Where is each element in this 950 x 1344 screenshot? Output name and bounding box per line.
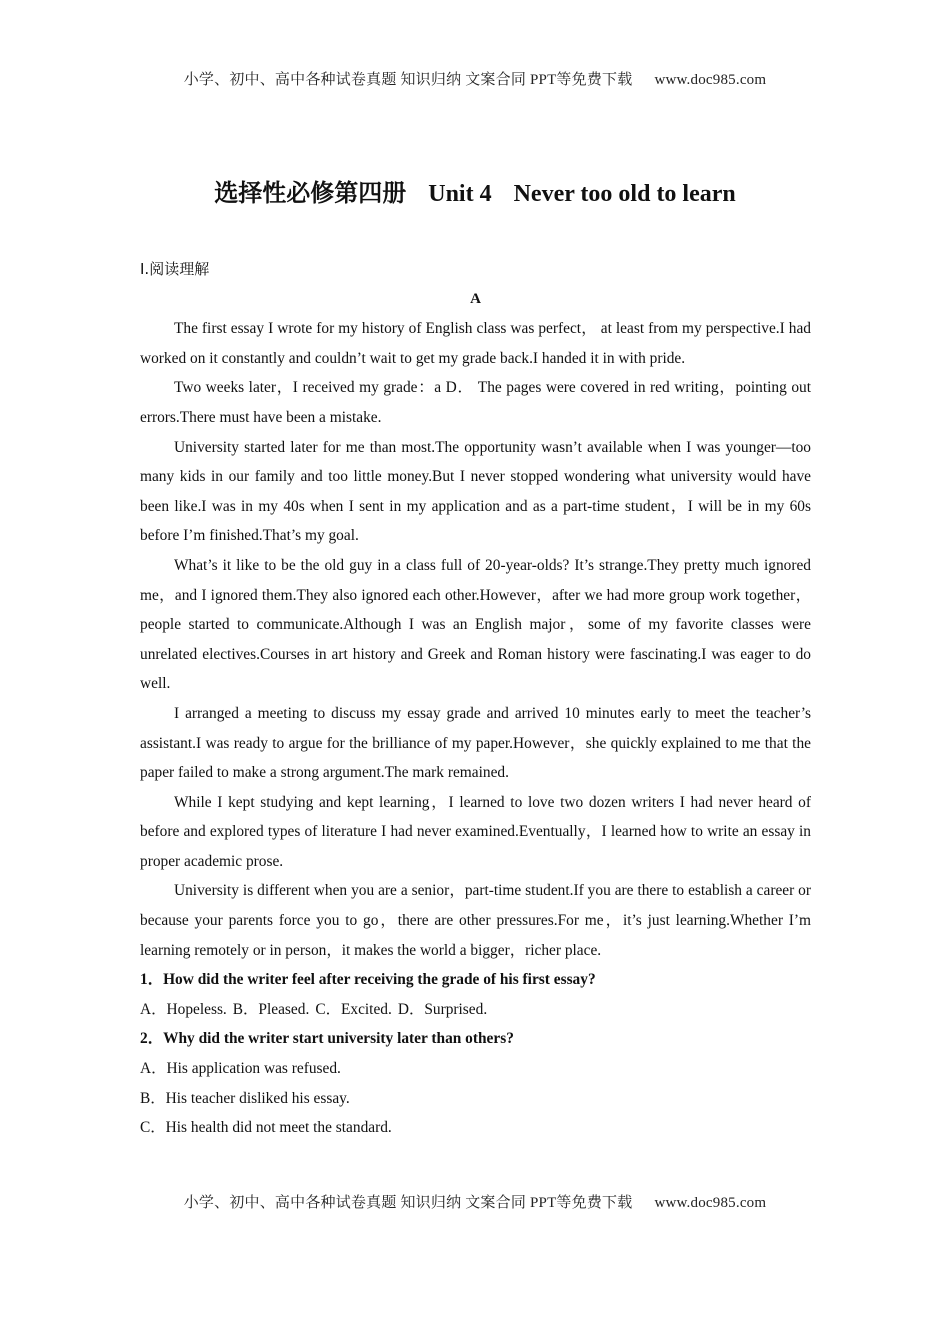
title-name: Never too old to learn	[513, 181, 736, 207]
paragraph: What’s it like to be the old guy in a class full of 20-year-olds? It’s strange.They pretty much ignored me，and I ignored them.They also ignored each other.However，after we had more group work together，people started to communicate.Although I was an English major，some of my favorite classes were unrelated electives.Courses in art history and Greek and Roman history were fascinating.I was eager to do well.	[140, 556, 811, 693]
paragraph: I arranged a meeting to discuss my essay grade and arrived 10 minutes early to meet the teacher’s assistant.I was ready to argue for the brilliance of my paper.However，she quickly explained to me that the paper failed to make a strong argument.The mark remained.	[140, 704, 811, 782]
paragraph: University started later for me than most.The opportunity wasn’t available when I was younger—too many kids in our family and too little money.But I never stopped wondering what university would have been like.I was in my 40s when I sent in my application and as a part-time student，I will be in my 60s before I’m finished.That’s my goal.	[140, 438, 811, 545]
option-c: C．Excited.	[315, 1000, 392, 1018]
question-1-options	[140, 995, 811, 1025]
header-text: 小学、初中、高中各种试卷真题 知识归纳 文案合同 PPT等免费下载	[183, 72, 633, 88]
section-heading: Ⅰ.阅读理解	[140, 260, 210, 278]
document-title	[0, 173, 950, 208]
option-c: C．His health did not meet the standard.	[140, 1119, 392, 1137]
paragraph: The first essay I wrote for my history of English class was perfect， at least from my perspective.I had worked on it constantly and couldn’t wait to get my grade back.I handed it in with pride.	[140, 320, 811, 367]
page-header	[0, 68, 950, 89]
paragraph: Two weeks later，I received my grade：a D． The pages were covered in red writing，pointing out errors.There must have been a mistake.	[140, 379, 811, 426]
footer-site-link[interactable]: www.doc985.com	[654, 1195, 767, 1211]
option-a: A．His application was refused.	[140, 1060, 341, 1078]
paragraph: University is different when you are a senior，part-time student.If you are there to establish a career or because your parents force you to go，there are other pressures.For me，it’s just learning.Whether I’m learning remotely or in person，it makes the world a bigger，richer place.	[140, 882, 811, 959]
title-unit: Unit 4	[428, 181, 492, 207]
title-cn: 选择性必修第四册	[214, 181, 407, 207]
option-d: D．Surprised.	[397, 1000, 488, 1018]
paragraph: While I kept studying and kept learning，I learned to love two dozen writers I had never heard of before and explored types of literature I had never examined.Eventually，I learned how to write an essay in proper academic prose.	[140, 793, 811, 870]
question-2: 2．Why did the writer start university later than others?	[140, 1030, 514, 1048]
page-footer	[0, 1191, 950, 1212]
option-b: B．Pleased.	[232, 1000, 310, 1018]
document-body	[140, 255, 811, 1143]
footer-text: 小学、初中、高中各种试卷真题 知识归纳 文案合同 PPT等免费下载	[183, 1195, 633, 1211]
question-1: 1．How did the writer feel after receiving the grade of his first essay?	[140, 971, 596, 989]
option-a: A．Hopeless.	[140, 1000, 227, 1018]
header-site-link[interactable]: www.doc985.com	[654, 72, 767, 88]
option-b: B．His teacher disliked his essay.	[140, 1089, 350, 1107]
passage-label: A	[470, 290, 481, 307]
